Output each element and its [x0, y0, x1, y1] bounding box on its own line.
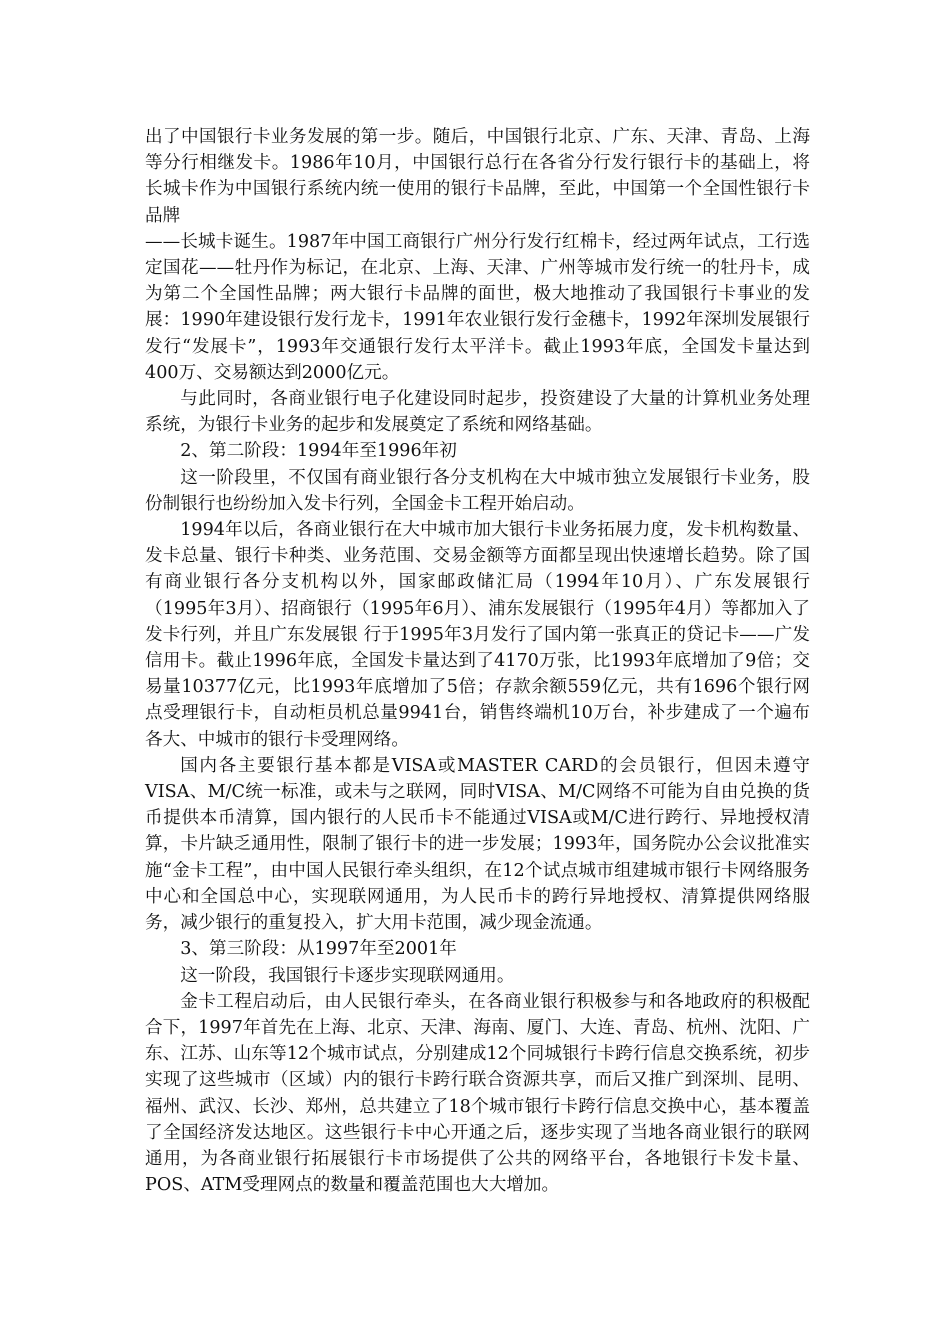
- paragraph-9: 这一阶段，我国银行卡逐步实现联网通用。: [180, 965, 515, 986]
- paragraph-1: 出了中国银行卡业务发展的第一步。随后，中国银行北京、广东、天津、青岛、上海等分行相继发卡。1986年10月，中国银行总行在各省分行发行银行卡的基础上，将长城卡作为中国银行系统内统一使用的银行卡品牌，至此，中国第一个全国性银行卡品牌: [145, 127, 810, 226]
- paragraph-10: 金卡工程启动后，由人民银行牵头，在各商业银行积极参与和各地政府的积极配合下，1997年首先在上海、北京、天津、海南、厦门、大连、青岛、杭州、沈阳、广东、江苏、山东等12个城市试点，分别建成12个同城银行卡跨行信息交换系统，初步实现了这些城市（区域）内的银行卡跨行联合资源共享，而后又推广到深圳、昆明、福州、武汉、长沙、郑州，总共建立了18个城市银行卡跨行信息交换中心，基本覆盖了全国经济发达地区。这些银行卡中心开通之后，逐步实现了当地各商业银行的联网通用，为各商业银行拓展银行卡市场提供了公共的网络平台，各地银行卡发卡量、POS、ATM受理网点的数量和覆盖范围也大大增加。: [145, 991, 810, 1196]
- paragraph-7: 国内各主要银行基本都是VISA或MASTER CARD的会员银行，但因未遵守VISA、M/C统一标准，或未与之联网，同时VISA、M/C网络不可能为自由兑换的货币提供本币清算，国内银行的人民币卡不能通过VISA或M/C进行跨行、异地授权清算，卡片缺乏通用性，限制了银行卡的进一步发展；1993年，国务院办公会议批准实施“金卡工程”，由中国人民银行牵头组织，在12个试点城市组建城市银行卡网络服务中心和全国总中心，实现联网通用，为人民币卡的跨行异地授权、清算提供网络服务，减少银行的重复投入，扩大用卡范围，减少现金流通。: [145, 755, 810, 934]
- paragraph-6: 1994年以后，各商业银行在大中城市加大银行卡业务拓展力度，发卡机构数量、发卡总量、银行卡种类、业务范围、交易金额等方面都呈现出快速增长趋势。除了国有商业银行各分支机构以外，国家邮政储汇局（1994年10月）、广东发展银行（1995年3月）、招商银行（1995年6月）、浦东发展银行（1995年4月）等都加入了发卡行列，并且广东发展银 行于1995年3月发行了国内第一张真正的贷记卡——广发信用卡。截止1996年底，全国发卡量达到了4170万张，比1993年底增加了9倍；交易量10377亿元，比1993年底增加了5倍；存款余额559亿元，共有1696个银行网点受理银行卡，自动柜员机总量9941台，销售终端机10万台，补步建成了一个遍布各大、中城市的银行卡受理网络。: [145, 520, 810, 750]
- section-heading-stage-2: 2、第二阶段：1994年至1996年初: [180, 441, 457, 462]
- section-heading-stage-3: 3、第三阶段：从1997年至2001年: [180, 939, 457, 960]
- paragraph-3: 与此同时，各商业银行电子化建设同时起步，投资建设了大量的计算机业务处理系统，为银行卡业务的起步和发展奠定了系统和网络基础。: [145, 389, 810, 436]
- paragraph-2: ——长城卡诞生。1987年中国工商银行广州分行发行红棉卡，经过两年试点，工行选定国花——牡丹作为标记，在北京、上海、天津、广州等城市发行统一的牡丹卡，成为第二个全国性品牌；两大银行卡品牌的面世，极大地推动了我国银行卡事业的发展：1990年建设银行发行龙卡，1991年农业银行发行金穗卡，1992年深圳发展银行发行“发展卡”，1993年交通银行发行太平洋卡。截止1993年底，全国发卡量达到400万、交易额达到2000亿元。: [145, 231, 810, 383]
- paragraph-5: 这一阶段里，不仅国有商业银行各分支机构在大中城市独立发展银行卡业务，股份制银行也纷纷加入发卡行列，全国金卡工程开始启动。: [145, 467, 810, 514]
- document-body: [145, 124, 810, 1198]
